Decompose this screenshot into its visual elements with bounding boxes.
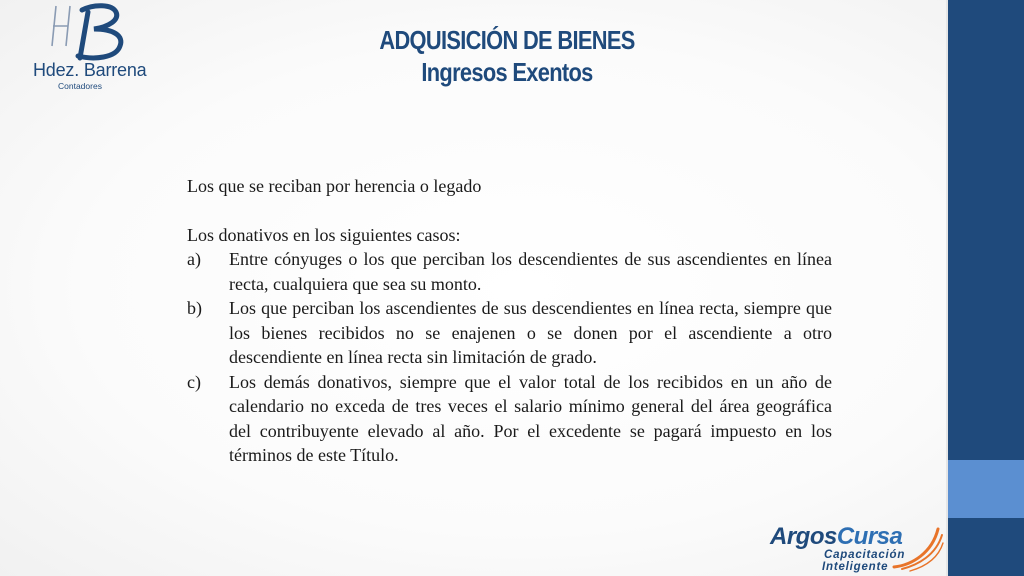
- brand-name-part1: Argos: [770, 523, 837, 550]
- brand-name: [770, 523, 902, 551]
- hb-monogram-icon: [42, 2, 142, 64]
- list-item-text: Los demás donativos, siempre que el valor total de los recibidos en un año de calendario no exceda de tres veces el salario mínimo general del área geográfica del contribuyente elevado al año. Por el excedente se pagará impuesto en los términos de este Título.: [229, 371, 832, 465]
- paragraph-donativos: Los donativos en los siguientes casos:: [187, 224, 461, 245]
- logo-name: Hdez. Barrena: [33, 60, 147, 80]
- brand-tagline-2: Inteligente: [822, 561, 889, 573]
- brand-tagline-1: Capacitación: [824, 549, 906, 561]
- list-item: [187, 370, 832, 468]
- company-logo: [30, 2, 147, 94]
- logo-subtitle: Contadores: [58, 81, 102, 91]
- title-line-1: ADQUISICIÓN DE BIENES: [379, 25, 635, 55]
- body-text: [187, 174, 832, 468]
- swoosh-icon: [888, 525, 944, 573]
- paragraph-spacer: [187, 199, 832, 223]
- sidebar-band-top: [948, 0, 1024, 460]
- sidebar-band-bottom: [948, 518, 1024, 576]
- list-item: [187, 296, 832, 370]
- slide-title: [232, 24, 782, 88]
- list-item-text: Entre cónyuges o los que perciban los descendientes de sus ascendientes en línea recta, cualquiera que sea su monto.: [229, 249, 832, 294]
- list-marker: b): [187, 298, 202, 318]
- list-marker: a): [187, 249, 201, 269]
- brand-name-part2: Cursa: [836, 523, 903, 550]
- sidebar-band-middle: [948, 460, 1024, 518]
- title-line-2: Ingresos Exentos: [421, 57, 593, 87]
- list-item: [187, 247, 832, 296]
- paragraph-herencia: Los que se reciban por herencia o legado: [187, 176, 482, 196]
- argoscursa-logo: [770, 523, 945, 573]
- list-marker: c): [187, 371, 201, 392]
- donativos-list: [187, 247, 832, 468]
- list-item-text: Los que perciban los ascendientes de sus descendientes en línea recta, siempre que los bienes recibidos no se enajenen o se donen por el ascendiente a otro descendiente en línea recta sin limitación de grado.: [229, 298, 832, 367]
